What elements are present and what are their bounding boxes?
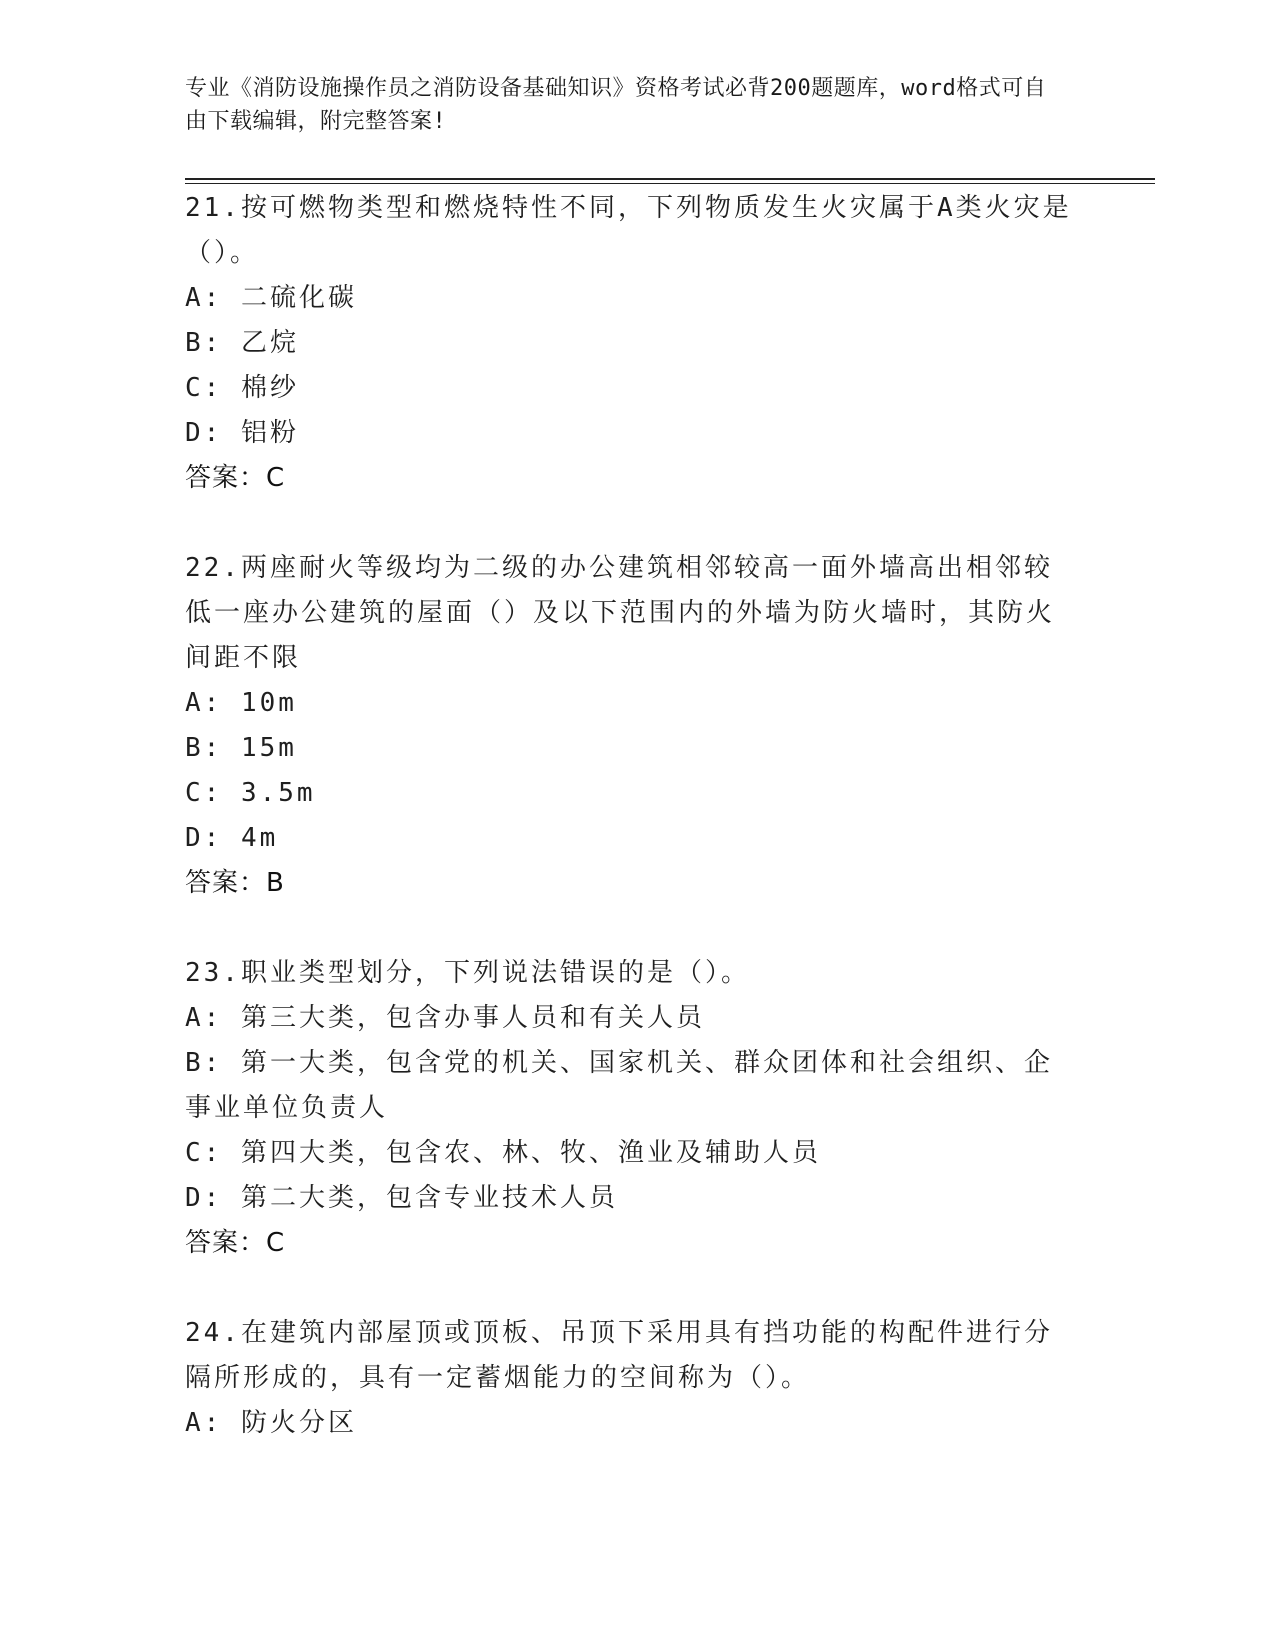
option-a: A: 第三大类，包含办事人员和有关人员 (185, 1003, 705, 1033)
answer: 答案：C (185, 1228, 286, 1258)
question-stem: 22.两座耐火等级均为二级的办公建筑相邻较高一面外墙高出相邻较低一座办公建筑的屋面（）及以下范围内的外墙为防火墙时，其防火间距不限 (185, 553, 1056, 673)
question-stem: 23.职业类型划分，下列说法错误的是（）。 (185, 958, 750, 988)
option-b: B: 乙烷 (185, 328, 299, 358)
question-21 (185, 186, 1075, 501)
question-24 (185, 1311, 1075, 1446)
option-c: C: 棉纱 (185, 373, 299, 403)
header-divider-thick (185, 178, 1155, 180)
option-b: B: 第一大类，包含党的机关、国家机关、群众团体和社会组织、企事业单位负责人 (185, 1048, 1053, 1123)
question-22 (185, 546, 1075, 906)
option-d: D: 第二大类，包含专业技术人员 (185, 1183, 618, 1213)
answer: 答案：B (185, 868, 285, 898)
answer: 答案：C (185, 463, 286, 493)
header-divider-thin (185, 183, 1155, 184)
option-c: C: 第四大类，包含农、林、牧、渔业及辅助人员 (185, 1138, 821, 1168)
option-d: D: 铝粉 (185, 418, 299, 448)
option-a: A: 防火分区 (185, 1408, 357, 1438)
option-a: A: 二硫化碳 (185, 283, 357, 313)
option-b: B: 15m (185, 733, 297, 763)
question-stem: 24.在建筑内部屋顶或顶板、吊顶下采用具有挡功能的构配件进行分隔所形成的，具有一定蓄烟能力的空间称为（）。 (185, 1318, 1053, 1393)
option-c: C: 3.5m (185, 778, 316, 808)
question-23 (185, 951, 1075, 1266)
question-stem: 21.按可燃物类型和燃烧特性不同，下列物质发生火灾属于A类火灾是（）。 (185, 193, 1072, 268)
option-d: D: 4m (185, 823, 279, 853)
option-a: A: 10m (185, 688, 297, 718)
question-list (185, 186, 1075, 1491)
document-header: 专业《消防设施操作员之消防设备基础知识》资格考试必背200题题库，word格式可自由下载编辑，附完整答案! (185, 76, 1047, 134)
